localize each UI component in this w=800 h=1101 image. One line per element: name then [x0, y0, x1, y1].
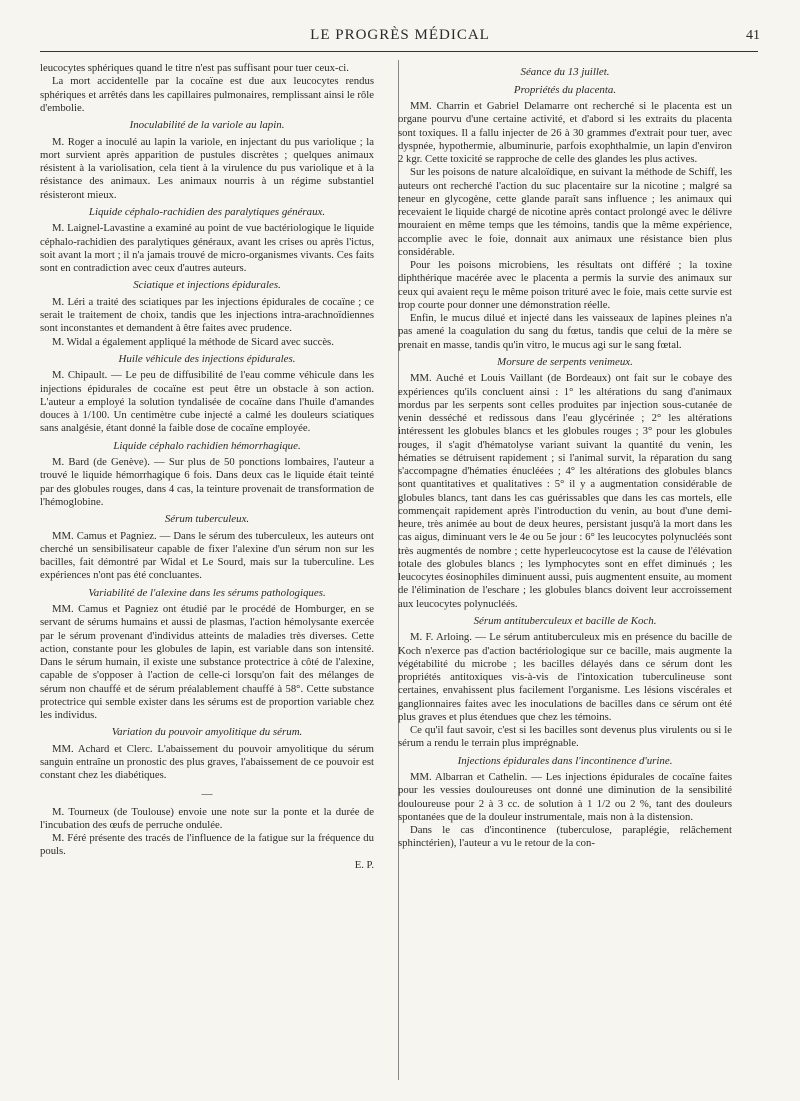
author-signature: E. P.: [354, 858, 374, 871]
paragraph: M. Bard (de Genève). — Sur plus de 50 ponctions lombaires, l'auteur a trouvé le liquide hémorrhagique 6 fois. Dans deux cas le liquide était teinté par des globules rouges, dans 4 cas, la teinture provenait de transformation de l'hémoglobine.: [40, 456, 374, 508]
journal-title: LE PROGRÈS MÉDICAL: [310, 27, 490, 43]
section-heading: Huile véhicule des injections épidurales.: [118, 352, 296, 365]
paragraph: M. Roger a inoculé au lapin la variole, en injectant du pus variolique ; la mort survient après apparition de pustules discrètes ; quelques animaux résistent à la variolisation, cela tient à la virulence du pus variolique et à la résistance des animaux. Les animaux nourris à un régime substantiel résisteront mieux.: [40, 135, 374, 201]
section-heading: Sérum antituberculeux et bacille de Koch.: [473, 614, 657, 627]
paragraph: MM. Achard et Clerc. L'abaissement du pouvoir amyolitique du sérum sanguin entraîne un pronostic des plus graves, l'abaissement de ce pouvoir est constant chez les diabétiques.: [40, 742, 374, 782]
paragraph: MM. Albarran et Cathelin. — Les injections épidurales de cocaïne faites pour les vessies douloureuses ont donné une diminution de la sensibilité douloureuse pour 2 à 3 cc. de solution à 1 1/2 ou 2 %, tant des douleurs spontanées que de la douleur instrumentale, mais non à la distension.: [398, 771, 732, 823]
paragraph: M. F. Arloing. — Le sérum antituberculeux mis en présence du bacille de Koch n'exerce pas d'action bactériologique sur ce bacille, mais augmente la végétabilité du microbe ; les bacilles délayés dans ce sérum dont les propriétés antitoxiques vis-à-vis de l'intoxication tuberculineuse sont certaines, envahissent plus facilement l'organisme. Les lésions viscérales et ganglionnaires faites avec les inoculations de bacilles dans ce sérum ont été plus graves et plus étendues que chez les témoins.: [398, 631, 732, 723]
paragraph: Sur les poisons de nature alcaloïdique, en suivant la méthode de Schiff, les auteurs ont recherché l'action du suc placentaire sur la nicotine ; malgré sa teneur en glycogène, cette glande paraît sans influence ; les animaux qui recevaient le liquide chargé de nicotine après contact prolongé avec le délivre mouraient en même temps que les témoins, tandis que la même expérience, accomplie avec le foie, donnait aux animaux une résistance bien plus considérable.: [398, 166, 732, 258]
page-header: [40, 27, 760, 49]
paragraph: Ce qu'il faut savoir, c'est si les bacilles sont devenus plus virulents ou si le sérum a rendu le terrain plus imprégnable.: [398, 724, 732, 750]
paragraph: Dans le cas d'incontinence (tuberculose, paraplégie, relâchement sphinctérien), l'auteur a vu le retour de la con-: [398, 824, 732, 850]
section-heading: Sciatique et injections épidurales.: [133, 279, 281, 292]
left-column: [40, 62, 374, 872]
paragraph: M. Chipault. — Le peu de diffusibilité de l'eau comme véhicule dans les injections épidurales de cocaïne est peut être un obstacle à son action. L'auteur a employé la solution tyndalisée de cocaïne dans l'huile d'amandes douces à 1/100. Un centimètre cube injecté a calmé les douleurs sciatiques sans analgésie, étant donné la faible dose de cocaïne employée.: [40, 369, 374, 435]
header-rule: [40, 51, 758, 52]
paragraph: MM. Charrin et Gabriel Delamarre ont recherché si le placenta est un organe pourvu d'une certaine activité, et d'abord si les extraits du placenta sont toxiques. Il a fallu injecter de 26 à 30 grammes d'extrait pour tuer, avec dyspnée, hypothermie, albuminurie, parfois exophthalmie, un lapin d'environ 2 kgr. Cette toxicité se rapproche de celle des glandes les plus actives.: [398, 100, 732, 165]
section-heading: Liquide céphalo-rachidien des paralytiques généraux.: [88, 205, 326, 218]
paragraph: M. Widal a également appliqué la méthode de Sicard avec succès.: [52, 335, 334, 348]
section-heading: Variation du pouvoir amyolitique du sérum.: [111, 726, 303, 739]
paragraph: Enfin, le mucus dilué et injecté dans les vaisseaux de lapines pleines n'a pas amené la coagulation du sang du fœtus, tandis que celui de la mère se prenait en masse, tandis qu'in vitro, le mucus agi sur le sang fœtal.: [398, 312, 732, 351]
paragraph: M. Féré présente des tracés de l'influence de la fatigue sur la fréquence du pouls.: [40, 832, 374, 858]
paragraph: M. Tourneux (de Toulouse) envoie une note sur la ponte et la durée de l'incubation des œufs de perruche ondulée.: [40, 805, 374, 831]
paragraph: Pour les poisons microbiens, les résultats ont différé ; la toxine diphthérique macérée avec le placenta a permis la survie des animaux sur ceux qui avaient reçu le même poison trituré avec le foie, mais cette survie est trop courte pour donner une démonstration réelle.: [398, 259, 732, 311]
page-number: 41: [746, 28, 760, 43]
separator-dash: —: [201, 787, 213, 800]
session-heading: Séance du 13 juillet.: [520, 66, 610, 78]
paragraph: M. Léri a traité des sciatiques par les injections épidurales de cocaïne ; ce serait le traitement de choix, tandis que les injections intra-arachnoïdiennes sont inconstantes et demandent à être faites avec prudence.: [40, 295, 374, 335]
section-heading: Liquide céphalo rachidien hémorrhagique.: [113, 439, 301, 452]
section-heading: Propriétés du placenta.: [513, 83, 617, 96]
paragraph: M. Laignel-Lavastine a examiné au point de vue bactériologique le liquide céphalo-rachidien des paralytiques généraux, avant les crises ou après l'ictus, soit avant la mort ; il n'a jamais trouvé de micro-organismes vivants. Ces faits sont en contradiction avec ceux d'autres auteurs.: [40, 222, 374, 274]
section-heading: Variabilité de l'alexine dans les sérums pathologiques.: [88, 586, 326, 599]
paragraph: La mort accidentelle par la cocaïne est due aux leucocytes rendus sphériques et arrêtés dans les capillaires pulmonaires, remplissant ainsi le rôle d'embolie.: [40, 75, 374, 114]
paragraph: MM. Auché et Louis Vaillant (de Bordeaux) ont fait sur le cobaye des expériences qu'ils concluent ainsi : 1° les altérations du sang d'animaux mordus par les serpents sont celles produites par injection sous-cutanée de venin desséché et redissous dans l'eau glycérinée ; 2° les altérations intéressent les globules blancs et les globules rouges ; 3° pour les globules rouges, il s'agit d'hématolyse variant suivant la quantité du venin, les hématies se détruisent rapidement ; si l'animal survit, la réparation du sang s'accompagne d'hématies énucléées ; 4° les altérations des globules blancs sont quantitatives et qualitatives : 5° il y a augmentation considérable de globules blancs, tant dans les cas guérissables que dans les cas mortels, elle commençait rapidement après l'introduction du venin, au bout d'une demi-heure, très animée au bout de deux heures, persistant jusqu'à la mort dans les cas aigus, diminuant vers le 4e ou 5e jour : 6° les leucocytes polynucléés sont très augmentés de nombre ; cette hyperleucocytose est la cause de l'élévation totale des globules blancs ; les lymphocytes sont en effet diminués ; les leucocytes éosinophiles diminuent aussi, puis augmentent ensuite, au moment de l'élimination de l'eschare ; les globules blancs doivent leur accroissement aux leucocytes polynucléés.: [398, 372, 732, 610]
paragraph: leucocytes sphériques quand le titre n'est pas suffisant pour tuer ceux-ci.: [40, 62, 349, 74]
section-heading: Injections épidurales dans l'incontinence d'urine.: [457, 754, 673, 767]
section-heading: Morsure de serpents venimeux.: [497, 355, 633, 368]
paragraph: MM. Camus et Pagniez ont étudié par le procédé de Homburger, en se servant de sérums humains et aussi de plasmas, l'action hémolysante exercée par le sérum provenant d'individus atteints de maladies très diverses. Cette action, constante pour les globules de lapin, est variable dans son intensité. Dans le sérum humain, il existe une substance protectrice à côté de l'alexine, capable de s'opposer à l'action de celle-ci lorsqu'on fait des mélanges de sérum non chauffé et de sérum préalablement chauffé à 58°. Cette substance protectrice qui semble exister dans les sérums est de proportion variable chez les individus.: [40, 603, 374, 721]
section-heading: Sérum tuberculeux.: [164, 513, 250, 525]
paragraph: MM. Camus et Pagniez. — Dans le sérum des tuberculeux, les auteurs ont cherché un sensibilisateur capable de fixer l'alexine d'un sérum non sur les bacilles, fait démontré par Widal et Le Sourd, mais sur la tuberculine. Les expériences n'ont pas été concluantes.: [40, 529, 374, 582]
right-column: [398, 62, 732, 851]
section-heading: Inoculabilité de la variole au lapin.: [129, 119, 285, 131]
